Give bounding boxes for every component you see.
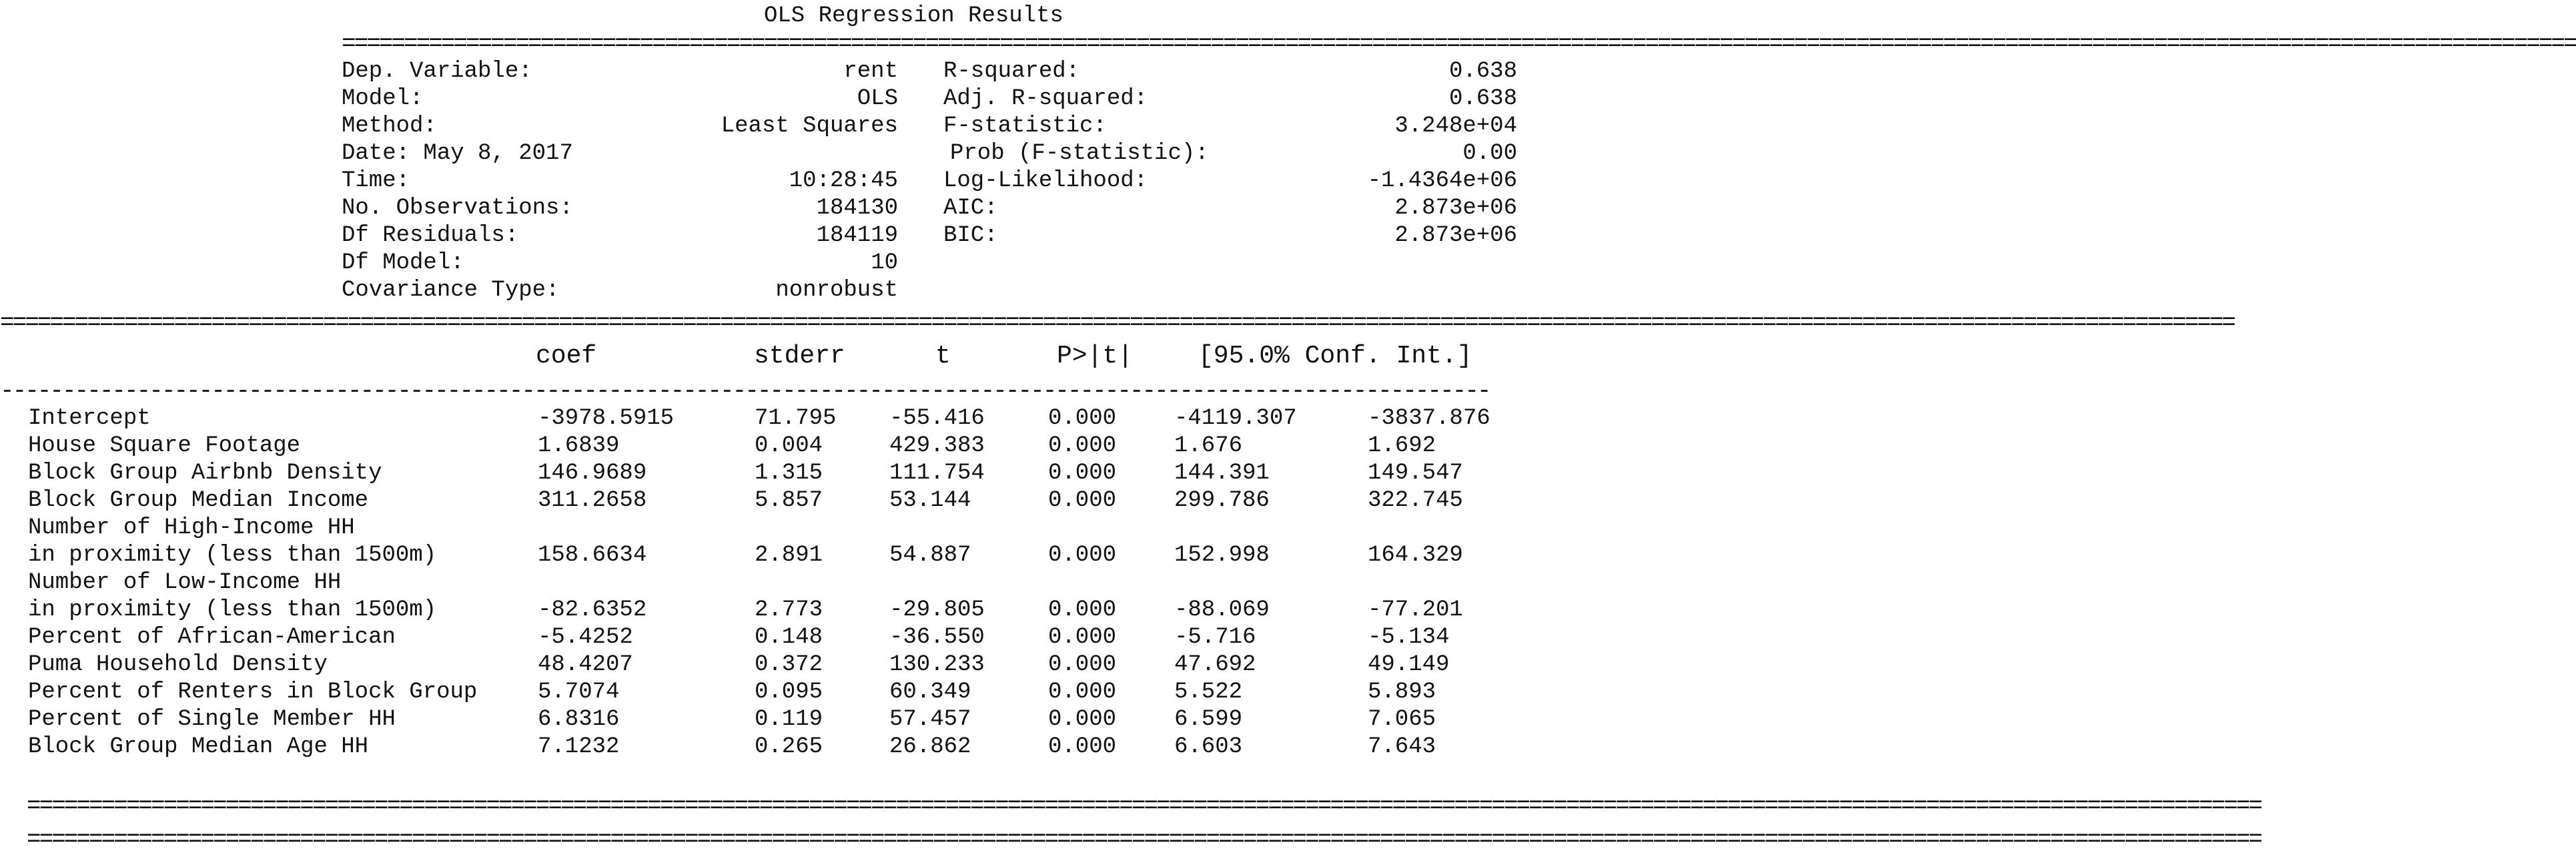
cell-ci-low: 299.786: [1174, 488, 1270, 513]
cell-t: -29.805: [889, 597, 985, 623]
summary-left-label: Method:: [342, 113, 437, 139]
cell-coef: 48.4207: [538, 652, 633, 677]
cell-ci-high: 7.643: [1368, 734, 1436, 760]
cell-p: 0.000: [1048, 406, 1117, 431]
column-header-ci: [95.0% Conf. Int.]: [1198, 342, 1472, 370]
cell-ci-low: -88.069: [1174, 597, 1270, 623]
cell-p: 0.000: [1048, 597, 1117, 623]
cell-stderr: 0.265: [755, 734, 823, 760]
summary-right-label: F-statistic:: [943, 113, 1107, 139]
cell-coef: 5.7074: [538, 679, 620, 705]
summary-right-value: 0.00: [1462, 141, 1517, 166]
cell-p: 0.000: [1048, 679, 1117, 705]
cell-ci-high: 322.745: [1368, 488, 1463, 513]
cell-ci-high: 7.065: [1368, 707, 1436, 732]
summary-right-value: 0.638: [1448, 86, 1517, 111]
cell-ci-low: 1.676: [1174, 433, 1243, 459]
cell-ci-high: 49.149: [1368, 652, 1450, 677]
cell-coef: 7.1232: [538, 734, 620, 760]
cell-stderr: 5.857: [755, 488, 823, 513]
summary-right-value: 2.873e+06: [1394, 223, 1517, 248]
rule-top: ====================================================================================================================================================================================: [342, 30, 2576, 57]
summary-left-value: nonrobust: [775, 278, 898, 303]
summary-right-label: Prob (F-statistic):: [950, 141, 1209, 166]
row-label-continuation: in proximity (less than 1500m): [28, 543, 437, 568]
cell-ci-low: 47.692: [1174, 652, 1256, 677]
cell-ci-high: -77.201: [1368, 597, 1463, 623]
cell-ci-high: 149.547: [1368, 461, 1463, 486]
row-label-continuation: in proximity (less than 1500m): [28, 597, 437, 623]
cell-stderr: 71.795: [755, 406, 837, 431]
cell-ci-low: 144.391: [1174, 461, 1270, 486]
row-label: Percent of Renters in Block Group: [28, 679, 478, 705]
cell-coef: 146.9689: [538, 461, 647, 486]
cell-stderr: 1.315: [755, 461, 823, 486]
cell-p: 0.000: [1048, 734, 1117, 760]
summary-right-label: BIC:: [943, 223, 998, 248]
cell-t: 26.862: [889, 734, 971, 760]
summary-right-value: 0.638: [1448, 59, 1517, 84]
cell-ci-low: 6.603: [1174, 734, 1243, 760]
row-label: Block Group Median Age HH: [28, 734, 369, 760]
cell-stderr: 0.004: [755, 433, 823, 459]
summary-left-value: 10:28:45: [789, 168, 898, 194]
summary-left-value: Least Squares: [721, 113, 898, 139]
cell-ci-high: 5.893: [1368, 679, 1436, 705]
cell-coef: 6.8316: [538, 707, 620, 732]
summary-left-label: Covariance Type:: [342, 278, 560, 303]
cell-t: 54.887: [889, 543, 971, 568]
summary-left-value: 10: [871, 250, 898, 276]
cell-ci-low: 152.998: [1174, 543, 1270, 568]
summary-left-label: No. Observations:: [342, 196, 573, 221]
summary-left-value: OLS: [857, 86, 898, 111]
summary-right-label: R-squared:: [943, 59, 1080, 84]
summary-left-label: Date: May 8, 2017: [342, 141, 573, 166]
row-label: Block Group Airbnb Density: [28, 461, 382, 486]
rule-bottom-2: ====================================================================================================================================================================================: [27, 826, 2261, 853]
cell-ci-high: -3837.876: [1368, 406, 1490, 431]
cell-ci-high: 164.329: [1368, 543, 1463, 568]
rule-bottom-1: ====================================================================================================================================================================================: [27, 792, 2261, 820]
summary-left-label: Df Model:: [342, 250, 464, 276]
cell-coef: 311.2658: [538, 488, 647, 513]
cell-ci-high: -5.134: [1368, 625, 1450, 650]
cell-t: 57.457: [889, 707, 971, 732]
cell-coef: -82.6352: [538, 597, 647, 623]
cell-p: 0.000: [1048, 652, 1117, 677]
cell-t: -36.550: [889, 625, 985, 650]
cell-stderr: 0.119: [755, 707, 823, 732]
cell-t: -55.416: [889, 406, 985, 431]
column-header-p: P>|t|: [1057, 342, 1134, 370]
cell-coef: 158.6634: [538, 543, 647, 568]
page-title: OLS Regression Results: [764, 3, 1063, 29]
cell-coef: 1.6839: [538, 433, 620, 459]
row-label: Intercept: [28, 406, 151, 431]
summary-right-value: 2.873e+06: [1394, 196, 1517, 221]
cell-coef: -5.4252: [538, 625, 633, 650]
summary-left-label: Model:: [342, 86, 424, 111]
summary-right-value: -1.4364e+06: [1367, 168, 1517, 194]
row-label: Puma Household Density: [28, 652, 328, 677]
cell-t: 111.754: [889, 461, 985, 486]
cell-stderr: 0.095: [755, 679, 823, 705]
cell-coef: -3978.5915: [538, 406, 675, 431]
row-label: Number of Low-Income HH: [28, 570, 342, 595]
cell-stderr: 0.148: [755, 625, 823, 650]
cell-ci-high: 1.692: [1368, 433, 1436, 459]
column-header-stderr: stderr: [754, 342, 845, 370]
cell-p: 0.000: [1048, 543, 1117, 568]
cell-ci-low: 5.522: [1174, 679, 1243, 705]
rule-full: ====================================================================================================================================================================================: [0, 309, 2234, 336]
column-header-coef: coef: [536, 342, 597, 370]
cell-stderr: 2.891: [755, 543, 823, 568]
summary-left-label: Df Residuals:: [342, 223, 519, 248]
column-header-t: t: [935, 342, 951, 370]
summary-left-value: 184130: [816, 196, 898, 221]
cell-p: 0.000: [1048, 461, 1117, 486]
row-label: Number of High-Income HH: [28, 515, 355, 541]
summary-left-value: rent: [843, 59, 898, 84]
cell-ci-low: 6.599: [1174, 707, 1243, 732]
cell-p: 0.000: [1048, 707, 1117, 732]
cell-t: 53.144: [889, 488, 971, 513]
summary-right-label: AIC:: [943, 196, 998, 221]
row-label: Block Group Median Income: [28, 488, 369, 513]
summary-right-label: Adj. R-squared:: [943, 86, 1148, 111]
row-label: Percent of Single Member HH: [28, 707, 396, 732]
cell-p: 0.000: [1048, 625, 1117, 650]
cell-t: 429.383: [889, 433, 985, 459]
summary-right-value: 3.248e+04: [1394, 113, 1517, 139]
row-label: House Square Footage: [28, 433, 301, 459]
row-label: Percent of African-American: [28, 625, 396, 650]
rule-dashes: ------------------------------------------------------------------------------------------------------------------------: [0, 377, 1490, 404]
cell-ci-low: -5.716: [1174, 625, 1256, 650]
cell-t: 60.349: [889, 679, 971, 705]
summary-left-value: 184119: [816, 223, 898, 248]
cell-stderr: 0.372: [755, 652, 823, 677]
cell-p: 0.000: [1048, 488, 1117, 513]
summary-left-label: Time:: [342, 168, 410, 194]
summary-right-label: Log-Likelihood:: [943, 168, 1148, 194]
cell-p: 0.000: [1048, 433, 1117, 459]
summary-left-label: Dep. Variable:: [342, 59, 532, 84]
cell-ci-low: -4119.307: [1174, 406, 1297, 431]
cell-stderr: 2.773: [755, 597, 823, 623]
cell-t: 130.233: [889, 652, 985, 677]
